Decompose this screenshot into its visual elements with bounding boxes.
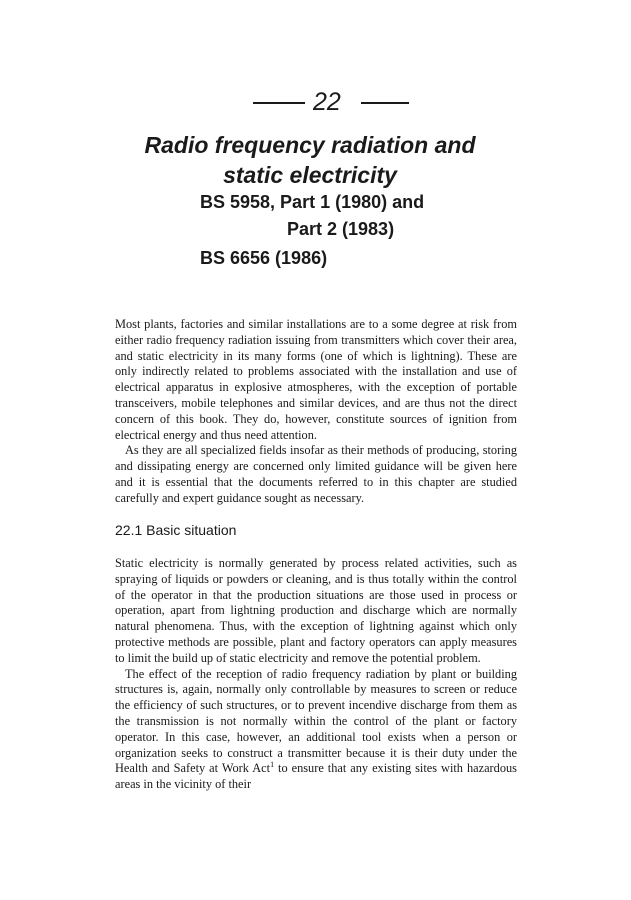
chapter-number-row [0,88,631,118]
footnote-reference[interactable]: 1 [270,760,275,770]
chapter-title: Radio frequency radiation and static electricity [144,132,476,188]
section-paragraph: Static electricity is normally generated by process related activities, such as spraying of liquids or powders or cleaning, and is thus totally within the control of the operator in that the production situations are those used in process or operation, apart from lightning production and discharge which are normally natural phenomena. Thus, with the exception of lightning against which only protective methods are possible, plant and factory operators can apply measures to limit the build up of static electricity and remove the potential problem. [115,556,517,665]
standard-reference-1: BS 5958, Part 1 (1980) and [200,192,425,212]
section-text [115,556,517,793]
intro-paragraph: Most plants, factories and similar installations are to a some degree at risk from either radio frequency radiation issuing from transmitters which cover their area, and static electricity in its many forms (one of which is lightning). These are only indirectly related to problems associated with the installation and use of electrical apparatus in explosive atmospheres, with the exception of portable transceivers, mobile telephones and similar devices, and are thus not the direct concern of this book. They do, however, constitute sources of ignition from electrical energy and thus need attention. [115,317,517,442]
section-paragraph [115,667,517,793]
standard-reference-3: BS 6656 (1986) [200,248,328,268]
section-paragraph-text: The effect of the reception of radio frequency radiation by plant or building structures is, again, normally only controllable by measures to screen or reduce the efficiency of such structures, or to prevent incendive discharge from them as the transmission is not normally within the control of the plant or factory operator. In this case, however, an additional tool exists when a person or organization seeks to construct a transmitter because it is their duty under the Health and Safety at Work Act [115,666,517,776]
chapter-rule-right [361,102,409,104]
section-paragraph-text: to ensure that any existing sites with hazardous areas in the vicinity of their [115,761,517,792]
intro-text [115,317,517,507]
chapter-rule-left [253,102,305,104]
intro-paragraph: As they are all specialized fields insofar as their methods of producing, storing and dissipating energy are concerned only limited guidance will be given here and it is essential that the documents referred to in this chapter are studied carefully and expert guidance sought as necessary. [115,443,517,505]
section-heading: 22.1 Basic situation [115,522,237,538]
standard-reference-2: Part 2 (1983) [287,219,395,239]
chapter-number: 22 [313,88,341,116]
